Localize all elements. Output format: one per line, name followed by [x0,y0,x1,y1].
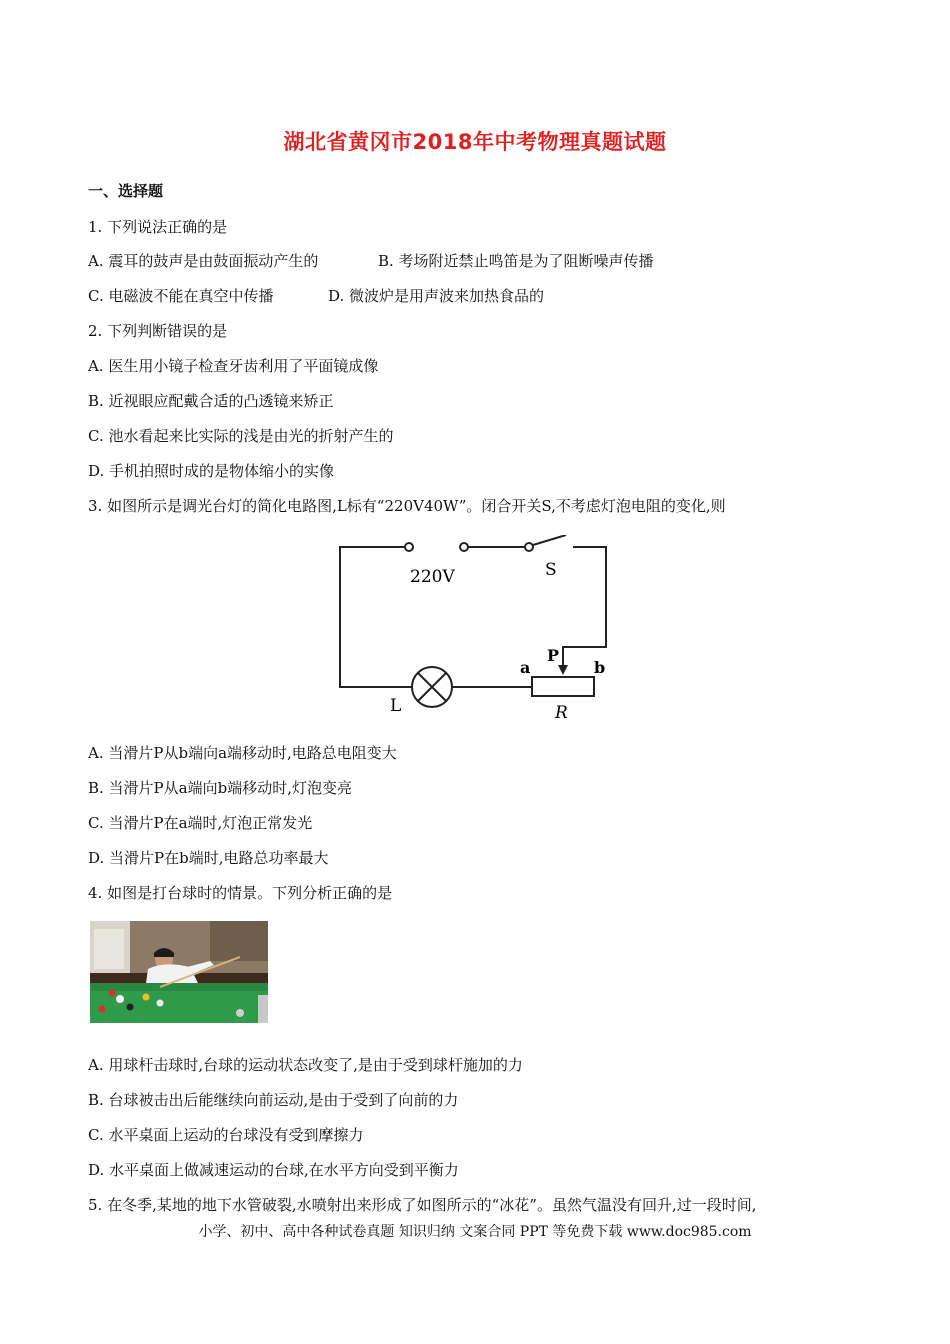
question-3-option-b: B. 当滑片P从a端向b端移动时,灯泡变亮 [88,779,352,797]
question-1-option-a: A. 震耳的鼓声是由鼓面振动产生的 [88,252,319,270]
question-2-option-d: D. 手机拍照时成的是物体缩小的实像 [88,462,335,480]
resistor-label: R [555,703,568,723]
circuit-diagram [330,535,620,725]
question-3-option-d: D. 当滑片P在b端时,电路总功率最大 [88,849,329,867]
billiards-photo [90,921,268,1023]
question-4-option-d: D. 水平桌面上做减速运动的台球,在水平方向受到平衡力 [88,1161,459,1179]
question-1-option-d: D. 微波炉是用声波来加热食品的 [328,287,545,305]
question-2-option-b: B. 近视眼应配戴合适的凸透镜来矫正 [88,392,334,410]
question-4-option-b: B. 台球被击出后能继续向前运动,是由于受到了向前的力 [88,1091,459,1109]
question-1-stem: 1. 下列说法正确的是 [88,218,228,236]
question-2-option-c: C. 池水看起来比实际的浅是由光的折射产生的 [88,427,394,445]
question-3-option-a: A. 当滑片P从b端向a端移动时,电路总电阻变大 [88,744,397,762]
question-5-stem: 5. 在冬季,某地的地下水管破裂,水喷射出来形成了如图所示的“冰花”。虽然气温没有回升,过一段时间, [88,1196,757,1214]
question-4-option-a: A. 用球杆击球时,台球的运动状态改变了,是由于受到球杆施加的力 [88,1056,523,1074]
page-footer: 小学、初中、高中各种试卷真题 知识归纳 文案合同 PPT 等免费下载 www.doc985.com [198,1224,752,1240]
question-2-option-a: A. 医生用小镜子检查牙齿利用了平面镜成像 [88,357,379,375]
voltage-label: 220V [410,567,455,587]
question-3-stem: 3. 如图所示是调光台灯的简化电路图,L标有“220V40W”。闭合开关S,不考虑灯泡电阻的变化,则 [88,497,726,515]
end-a-label: a [520,658,531,677]
section-heading: 一、选择题 [88,182,164,200]
question-4-stem: 4. 如图是打台球时的情景。下列分析正确的是 [88,884,393,902]
end-b-label: b [594,658,606,677]
slider-label: P [547,646,560,665]
question-1-option-b: B. 考场附近禁止鸣笛是为了阻断噪声传播 [378,252,654,270]
lamp-label: L [390,696,402,716]
page-title: 湖北省黄冈市2018年中考物理真题试题 [283,130,667,154]
question-3-option-c: C. 当滑片P在a端时,灯泡正常发光 [88,814,313,832]
switch-label: S [545,560,557,580]
question-4-option-c: C. 水平桌面上运动的台球没有受到摩擦力 [88,1126,364,1144]
question-2-stem: 2. 下列判断错误的是 [88,322,228,340]
question-1-option-c: C. 电磁波不能在真空中传播 [88,287,274,305]
